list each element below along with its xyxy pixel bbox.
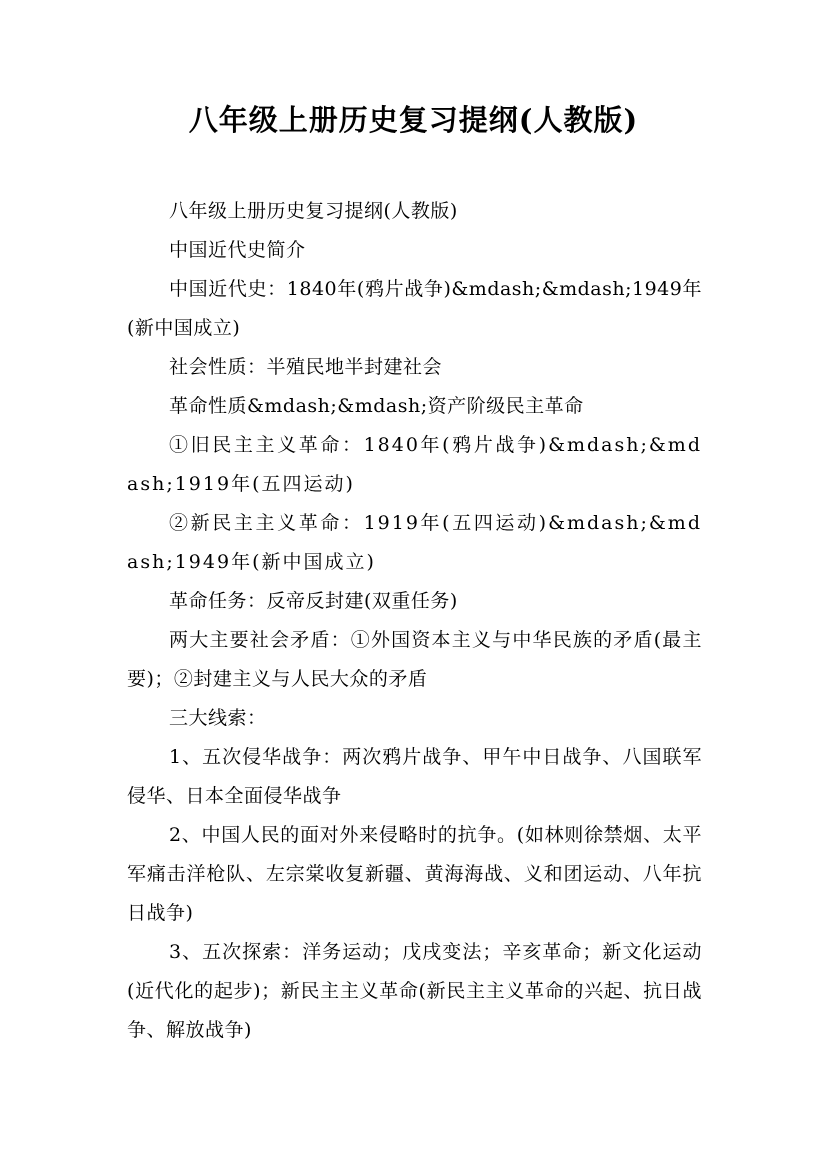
paragraph-social-contradictions: 两大主要社会矛盾：①外国资本主义与中华民族的矛盾(最主要)；②封建主义与人民大众的矛盾 [127,629,702,690]
paragraph-section-heading: 中国近代史简介 [169,239,306,261]
paragraph-clue-wars: 1、五次侵华战争：两次鸦片战争、甲午中日战争、八国联军侵华、日本全面侵华战争 [127,746,702,807]
document-title: 八年级上册历史复习提纲(人教版) [188,103,639,137]
paragraph-clue-explorations: 3、五次探索：洋务运动；戊戌变法；辛亥革命；新文化运动(近代化的起步)；新民主主义革命(新民主主义革命的兴起、抗日战争、解放战争) [127,941,702,1041]
paragraph-social-nature: 社会性质：半殖民地半封建社会 [169,356,443,378]
paragraph-clue-resistance: 2、中国人民的面对外来侵略时的抗争。(如林则徐禁烟、太平军痛击洋枪队、左宗棠收复新疆、黄海海战、义和团运动、八年抗日战争) [127,824,702,924]
paragraph-old-democratic-revolution: ①旧民主主义革命：1840年(鸦片战争)&mdash;&mdash;1919年(五四运动) [127,434,702,495]
paragraph-new-democratic-revolution: ②新民主主义革命：1919年(五四运动)&mdash;&mdash;1949年(新中国成立) [127,512,702,573]
paragraph-revolution-task: 革命任务：反帝反封建(双重任务) [169,590,458,612]
paragraph-revolution-nature: 革命性质&mdash;&mdash;资产阶级民主革命 [169,395,584,417]
document-body [127,192,702,1050]
paragraph-subtitle: 八年级上册历史复习提纲(人教版) [169,200,458,222]
paragraph-three-clues-heading: 三大线索： [169,707,267,729]
paragraph-modern-history-period: 中国近代史：1840年(鸦片战争)&mdash;&mdash;1949年(新中国成立) [127,278,702,339]
